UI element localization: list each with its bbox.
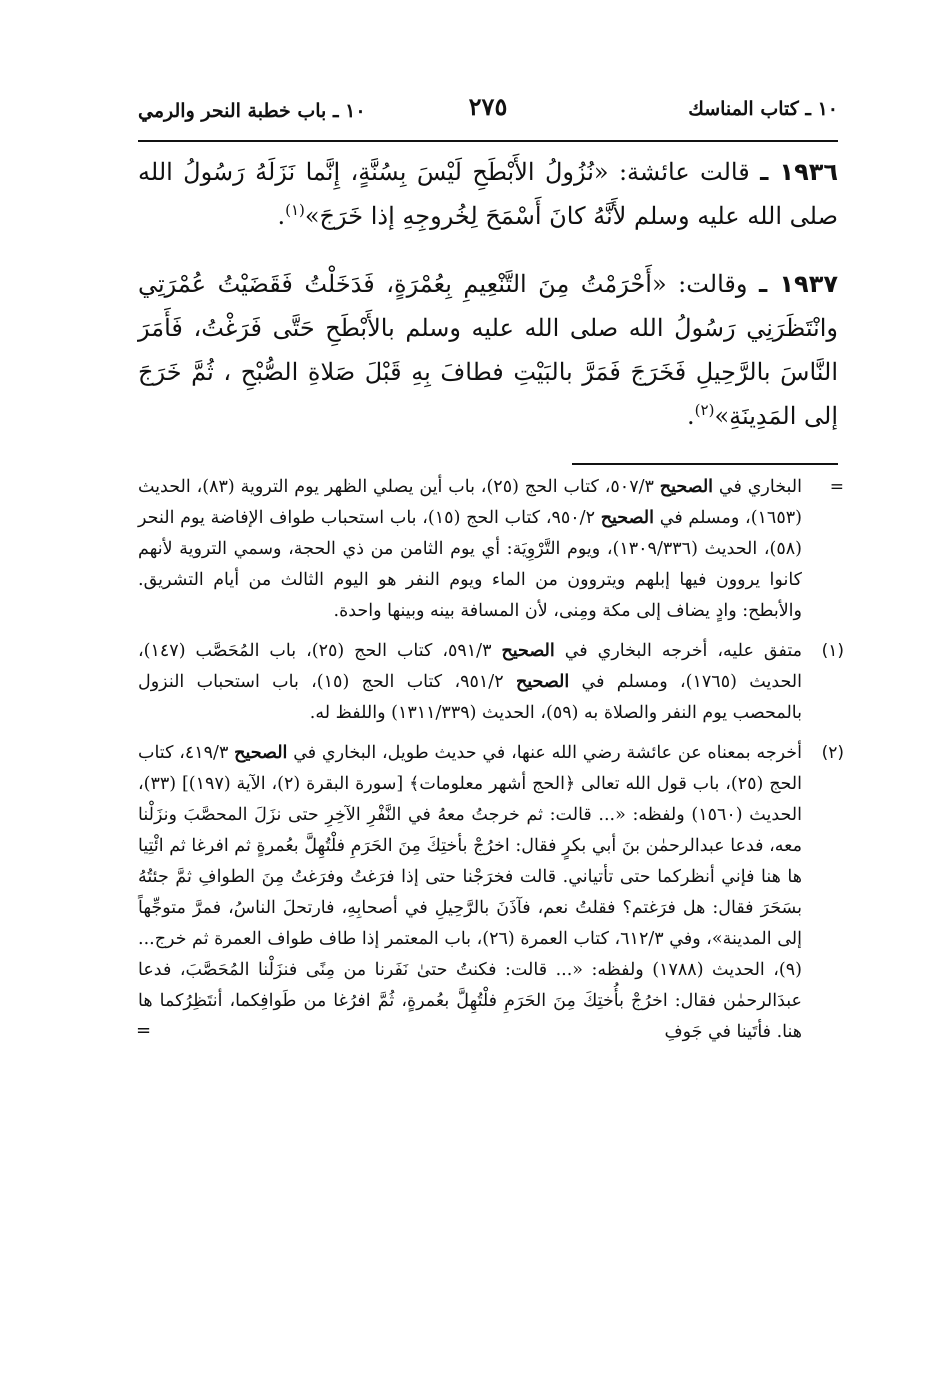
footnote-mark: (١) (821, 641, 844, 661)
header-rule (138, 140, 838, 142)
hadith-text: وقالت: «أَحْرَمْتُ مِنَ التَّنْعِيمِ بِعُمْرَةٍ، فَدَخَلْتُ فَقَضَيْتُ عُمْرَتِي وانْتَظَرَنِي رَسُولُ الله صلى الله عليه وسلم بالأَبْطَحِ حَتَّى فَرَغْتُ، فَأَمَرَ النَّاسَ بالرَّحِيلِ فَخَرَجَ فَمَرَّ بالبَيْتِ فطافَ بِهِ قَبْلَ صَلاةِ الصُّبْحِ ، ثُمَّ خَرَجَ إلى المَدِينَةِ» (138, 270, 838, 430)
header-chapter-title: ١٠ ـ كتاب المناسك (688, 98, 838, 120)
hadith-1937 (138, 262, 838, 438)
footnotes (138, 472, 844, 1057)
hadith-number: ١٩٣٦ ـ (760, 158, 839, 186)
continuation-mark: = (136, 1020, 152, 1041)
hadith-text: قالت عائشة: «نُزُولُ الأَبْطَحِ لَيْسَ بِسُنَّةٍ، إِنَّما نَزَلَهُ رَسُولُ الله صلى الله عليه وسلم لأَنَّهُ كانَ أَسْمَحَ لِخُروجِهِ إذا خَرَجَ» (138, 158, 838, 230)
hadith-1936 (138, 150, 838, 238)
footnote-2 (138, 738, 844, 1048)
footnote-1 (138, 636, 844, 729)
footnote-text: متفق عليه، أخرجه البخاري في الصحيح ٥٩١/٣، كتاب الحج (٢٥)، باب المُحَصَّب (١٤٧)، الحديث (١٧٦٥)، ومسلم في الصحيح ٩٥١/٢، كتاب الحج (١٥)، باب استحباب النزول بالمحصب يوم النفر والصلاة به (٥٩)، الحديث (١٣١١/٣٣٩) واللفظ له. (138, 641, 802, 723)
running-header (138, 92, 838, 132)
footnote-text: البخاري في الصحيح ٥٠٧/٣، كتاب الحج (٢٥)، باب أين يصلي الظهر يوم التروية (٨٣)، الحديث (١٦٥٣)، ومسلم في الصحيح ٩٥٠/٢، كتاب الحج (١٥)، باب استحباب طواف الإفاضة يوم النحر (٥٨)، الحديث (١٣٠٩/٣٣٦)، ويوم التَّرْوِيَة: أي يوم الثامن من ذي الحجة، وسمي التروية لأنهم كانوا يروون فيها إبلهم ويتروون من الماء ويوم النفر هو اليوم الثالث من أيام التشريق. والأبطح: وادٍ يضاف إلى مكة ومِنى، لأن المسافة بينه وبينها واحدة. (138, 477, 802, 621)
hadith-number: ١٩٣٧ ـ (758, 270, 838, 298)
footnote-mark: = (829, 477, 844, 497)
hadith-end: . (277, 202, 286, 230)
page-number: ٢٧٥ (468, 92, 508, 121)
footnote-mark: (٢) (821, 743, 844, 763)
footnote-ref[interactable]: (١) (285, 201, 305, 219)
footnote-continuation (138, 472, 844, 627)
footnote-ref[interactable]: (٢) (694, 401, 715, 419)
footnote-text: أخرجه بمعناه عن عائشة رضي الله عنها، في حديث طويل، البخاري في الصحيح ٤١٩/٣، كتاب الحج (٢٥)، باب قول الله تعالى ﴿الحج أشهر معلومات﴾ [سورة البقرة (٢)، الآية (١٩٧)] (٣٣)، الحديث (١٥٦٠) ولفظه: «... قالت: ثم خرجتُ معهُ في النَّفْرِ الآخِرِ حتى نزَلَ المحصَّبَ ونزَلْنا معه، فدعا عبدالرحمٰن بنَ أبي بكرٍ فقال: اخرُجْ بأختِكَ مِنَ الحَرَمِ فلْتُهِلَّ بعُمرةٍ ثم افرغا ثم ائْتِيا ها هنا فإني أنظركما حتى تأتياني. قالت فخرَجْنا حتى إذا فرَغتُ وفرَغتُ مِنَ الطوافِ ثمَّ جئتُهُ بسَحَرَ فقال: هل فرَغتم؟ فقلتُ نعم، فآذَنَ بالرَّحِيلِ في أصحابِهِ، فارتحلَ الناسُ، فمرَّ متوجِّهاً إلى المدينة»، وفي ٦١٢/٣، كتاب العمرة (٢٦)، باب المعتمر إذا طاف طواف العمرة ثم خرج... (٩)، الحديث (١٧٨٨) ولفظه: «... قالت: فكنتُ حتىٰ نَفَرنا من مِنًى فنزَلْنا المُحَصَّبَ، فدعا عبدَالرحمٰن فقال: اخرُجْ بأُختِكَ مِنَ الحَرَمِ فلْتُهِلَّ بعُمرةٍ، ثُمَّ افرُغا من طَوافِكما، أنتَظِرُكما ها هنا. فأتَينا في جَوفِ (138, 743, 802, 1042)
header-section-title: ١٠ ـ باب خطبة النحر والرمي (138, 100, 366, 122)
hadith-end: . (687, 402, 695, 430)
footnote-separator (572, 463, 838, 465)
